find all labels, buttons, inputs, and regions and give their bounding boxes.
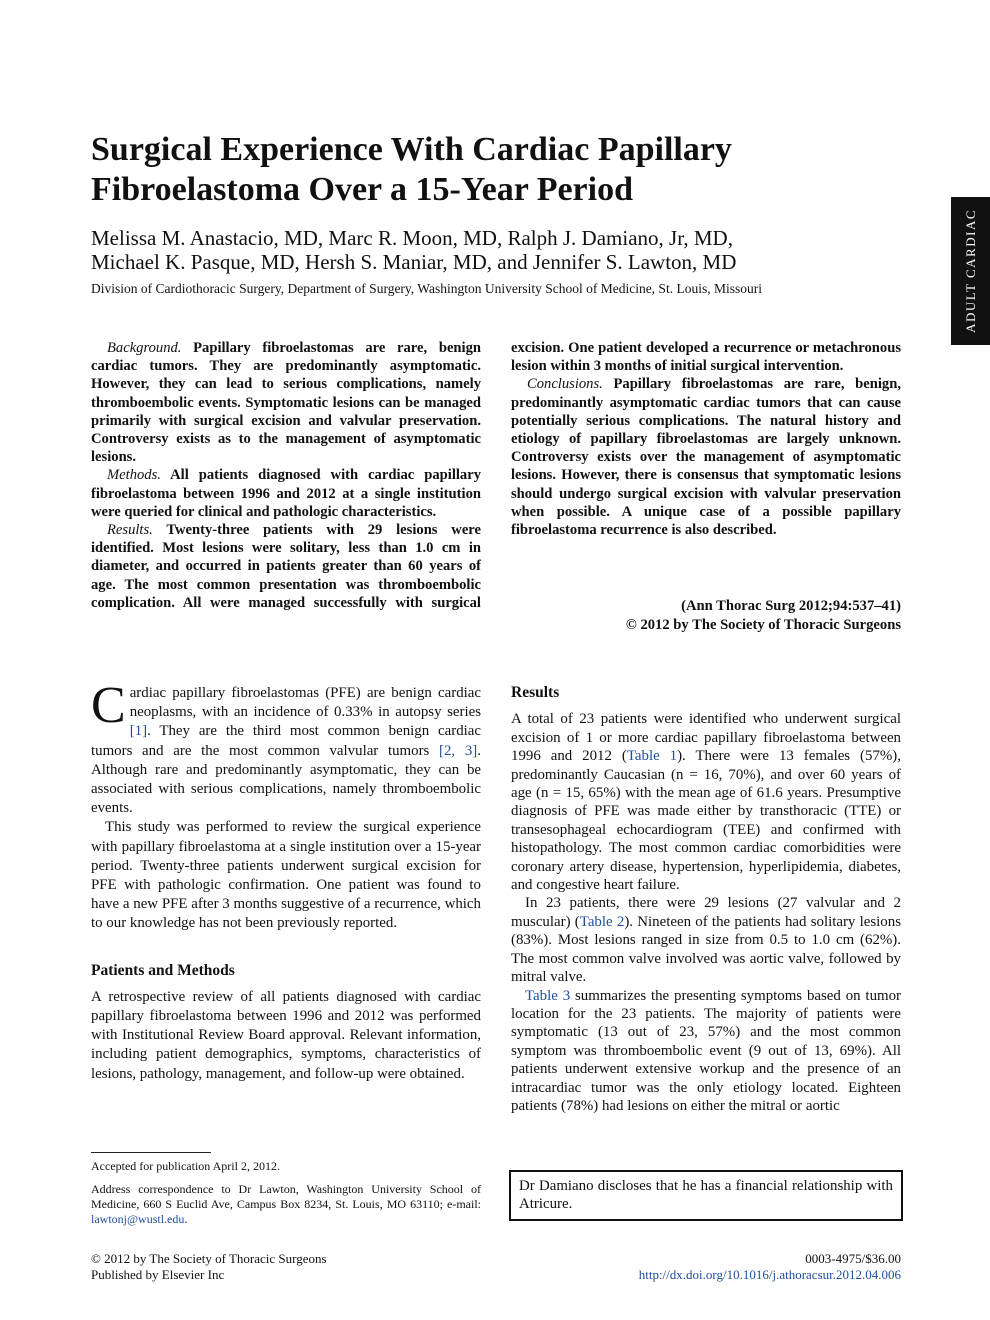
table-1-link[interactable]: Table 1 bbox=[626, 748, 678, 765]
table-3-link[interactable]: Table 3 bbox=[525, 987, 571, 1004]
abstract-methods-label: Methods. bbox=[107, 467, 161, 484]
results-text-1a: A total of 23 patients were identified who underwent surgical excision of 1 or more cardiac papillary fibroelastoma between 1996 and 2012 ( bbox=[511, 711, 901, 765]
results-paragraph-2 bbox=[511, 894, 901, 986]
footer-issn: 0003-4975/$36.00 bbox=[805, 1251, 901, 1266]
results-text-3b: summarizes the presenting symptoms based on tumor location for the 23 patients. The majority of patients were symptomatic (13 out of 23, 57%) and the most common symptom was thromboembolic event (9 out of 13, 69%). All patients underwent extensive workup and the presence of an intracardiac tumor was the only etiology located. Eighteen patients (78%) had lesions on either the mitral or aortic bbox=[511, 987, 901, 1114]
abstract-conclusions-label: Conclusions. bbox=[527, 376, 603, 393]
abstract-results-text: Twenty-three patients with 29 lesions were identified. Most lesions were solitary, less than 1.0 cm in diameter, and occurred in patients greater than 60 years of age. The most common presentation was thromboembolic complication. All were managed successfully with surgical excision. One patient developed a recurrence or metachronous lesion within 3 months of initial surgical intervention. bbox=[91, 340, 901, 611]
abstract bbox=[91, 339, 901, 639]
results-paragraph-1 bbox=[511, 710, 901, 894]
abstract-copyright: © 2012 by The Society of Thoracic Surgeons bbox=[625, 616, 901, 633]
methods-heading: Patients and Methods bbox=[91, 961, 235, 979]
table-2-link[interactable]: Table 2 bbox=[579, 913, 625, 930]
abstract-background-text: Papillary fibroelastomas are rare, benign cardiac tumors. They are predominantly asymptomatic. However, they can lead to serious complications, namely thromboembolic events. Symptomatic lesions can be managed primarily with surgical excision and valvular preservation. Controversy exists as to the management of asymptomatic lesions. bbox=[91, 340, 482, 466]
intro-text-c: . Although rare and predominantly asymptomatic, they can be associated with serious complications, namely thromboembolic events. bbox=[91, 742, 481, 817]
footer-publisher: Published by Elsevier Inc bbox=[91, 1266, 225, 1282]
section-tab-label: ADULT CARDIAC bbox=[962, 209, 978, 333]
title-line-1: Surgical Experience With Cardiac Papillary bbox=[91, 131, 732, 168]
intro-paragraph-2: This study was performed to review the surgical experience with papillary fibroelastoma at a single institution over a 15-year period. Twenty-three patients underwent surgical excision for PFE with pathologic confirmation. One patient was found to have a new PFE after 3 months suggestive of a recurrence, which to our knowledge has not been previously reported. bbox=[91, 819, 481, 932]
footnote-divider bbox=[91, 1152, 211, 1153]
authors-line-1: Melissa M. Anastacio, MD, Marc R. Moon, MD, Ralph J. Damiano, Jr, MD, bbox=[91, 226, 733, 250]
doi-link[interactable]: http://dx.doi.org/10.1016/j.athoracsur.2012.04.006 bbox=[638, 1266, 901, 1282]
results-heading: Results bbox=[511, 684, 560, 701]
citation-line: (Ann Thorac Surg 2012;94:537–41) bbox=[681, 598, 901, 614]
journal-citation bbox=[511, 597, 901, 634]
author-list bbox=[91, 226, 891, 274]
results-text-2a: In 23 patients, there were 29 lesions (27 valvular and 2 muscular) ( bbox=[511, 895, 901, 930]
intro-paragraph-1 bbox=[91, 677, 481, 818]
results-paragraph-3 bbox=[511, 987, 901, 1116]
reference-link-2-3[interactable]: [2, 3] bbox=[439, 742, 478, 759]
footer-copyright: © 2012 by The Society of Thoracic Surgeons bbox=[91, 1251, 327, 1266]
methods-paragraph: A retrospective review of all patients diagnosed with cardiac papillary fibroelastoma between 1996 and 2012 was performed with Institutional Review Board approval. Relevant information, including patient demographics, symptoms, characteristics of lesions, pathology, management, and follow-up were obtained. bbox=[91, 988, 481, 1082]
results-text-2b: ). Nineteen of the patients had solitary lesions (83%). Most lesions ranged in size from 0.5 to 1.0 cm (62%). The most common valve involved was aortic valve, followed by mitral valve. bbox=[511, 913, 901, 986]
footnote-address-text: Address correspondence to Dr Lawton, Washington University School of Medicine, 660 S Euclid Ave, Campus Box 8234, St. Louis, MO 63110; e-mail: bbox=[91, 1182, 481, 1212]
intro-text-b: . They are the third most common benign cardiac tumors and are the most common valvular tumors bbox=[91, 723, 481, 759]
footnote-accepted: Accepted for publication April 2, 2012. bbox=[91, 1159, 280, 1173]
abstract-results-label: Results. bbox=[107, 522, 153, 539]
footnote-address bbox=[91, 1182, 481, 1228]
affiliation: Division of Cardiothoracic Surgery, Department of Surgery, Washington University School of Medicine, St. Louis, Missouri bbox=[91, 281, 762, 296]
article-title bbox=[91, 130, 871, 210]
footnote-address-end: . bbox=[184, 1212, 188, 1227]
email-link[interactable]: lawtonj@wustl.edu bbox=[91, 1212, 185, 1227]
reference-link-1[interactable]: [1] bbox=[129, 723, 148, 740]
abstract-background-label: Background. bbox=[107, 340, 182, 356]
body-right-column bbox=[511, 684, 901, 1115]
abstract-methods bbox=[91, 466, 481, 521]
drop-cap: C bbox=[91, 677, 126, 734]
disclosure-box: Dr Damiano discloses that he has a financial relationship with Atricure. bbox=[509, 1170, 903, 1221]
authors-line-2: Michael K. Pasque, MD, Hersh S. Maniar, MD, and Jennifer S. Lawton, MD bbox=[91, 250, 737, 274]
abstract-conclusions-text: Papillary fibroelastomas are rare, benign, predominantly asymptomatic cardiac tumors that can cause potentially serious complications. The natural history and etiology of papillary fibroelastomas are largely unknown. Controversy exists over the management of asymptomatic lesions. However, there is consensus that symptomatic lesions should undergo surgical excision with valvular preservation when possible. A unique case of a possible papillary fibroelastoma recurrence is also described. bbox=[511, 376, 901, 539]
section-tab bbox=[951, 197, 990, 345]
abstract-conclusions bbox=[511, 375, 901, 539]
body-left-column bbox=[91, 677, 481, 1084]
footer-right bbox=[541, 1251, 901, 1282]
results-text-1b: ). There were 13 females (57%), predominantly Caucasian (n = 16, 70%), and over 60 years of age (n = 15, 65%) with the mean age of 61.6 years. Presumptive diagnosis of PFE was made either by transthoracic (TTE) or transesophageal echocardiogram (TEE) and confirmed with histopathology. The most common cardiac comorbidities were coronary artery disease, hypertension, hyperlipidemia, diabetes, and congestive heart failure. bbox=[511, 748, 901, 894]
abstract-methods-text: All patients diagnosed with cardiac papillary fibroelastoma between 1996 and 2012 at a single institution were queried for clinical and pathologic characteristics. bbox=[91, 467, 482, 520]
title-line-2: Fibroelastoma Over a 15-Year Period bbox=[91, 171, 634, 208]
footer-left bbox=[91, 1251, 327, 1282]
intro-text-a: ardiac papillary fibroelastomas (PFE) are benign cardiac neoplasms, with an incidence of 0.33% in autopsy series bbox=[129, 685, 481, 721]
abstract-background bbox=[91, 339, 481, 466]
